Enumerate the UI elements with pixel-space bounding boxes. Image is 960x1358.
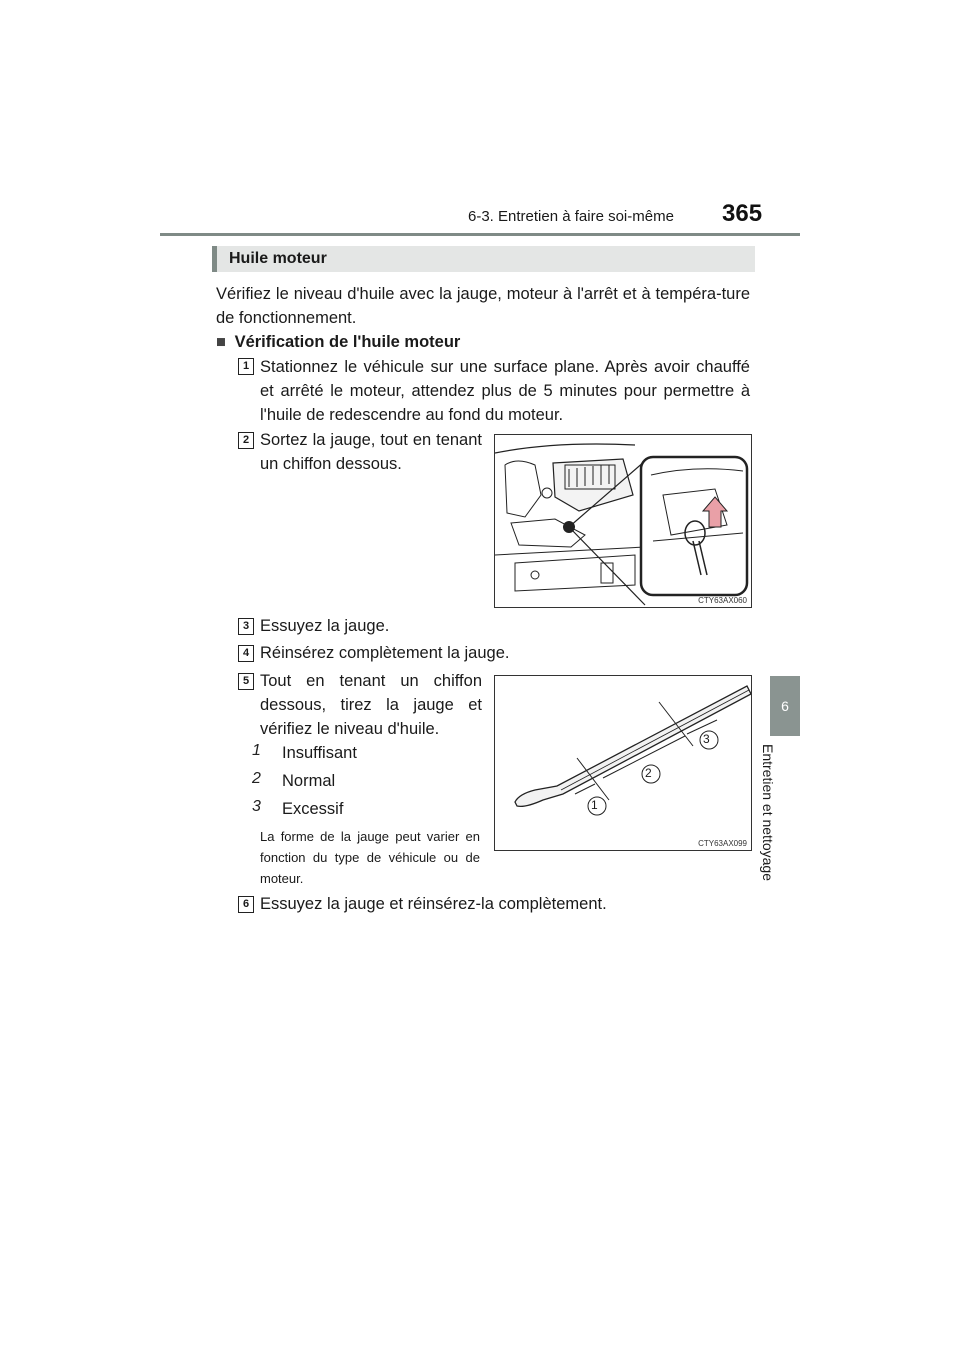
section-title: Huile moteur	[229, 250, 327, 267]
chapter-tab: 6	[770, 676, 800, 736]
step-number-1: 1	[238, 358, 254, 375]
level-label-insuffisant: Insuffisant	[282, 744, 357, 762]
engine-drawing	[495, 435, 751, 607]
header-rule	[160, 233, 800, 236]
step-6-text: Essuyez la jauge et réinsérez-la complètement.	[260, 895, 607, 913]
step-number-2: 2	[238, 432, 254, 449]
level-marker-1: 1	[252, 742, 261, 759]
step-number-6: 6	[238, 896, 254, 913]
step-1-text: Stationnez le véhicule sur une surface plane. Après avoir chauffé et arrêté le moteur, attendez plus de 5 minutes pour permettre à l'huile de redescendre au fond du moteur.	[260, 358, 750, 424]
callout-2: 2	[645, 766, 652, 780]
intro-paragraph: Vérifiez le niveau d'huile avec la jauge, moteur à l'arrêt et à tempéra-ture de fonctionnement.	[216, 285, 750, 327]
subsection-heading	[216, 330, 460, 354]
step-number-5: 5	[238, 673, 254, 690]
dipstick-drawing	[495, 676, 751, 850]
page-number: 365	[722, 200, 763, 227]
step-5-text: Tout en tenant un chiffon dessous, tirez la jauge et vérifiez le niveau d'huile.	[260, 672, 482, 738]
header-section-title: 6-3. Entretien à faire soi-même	[468, 208, 674, 225]
step-number-3: 3	[238, 618, 254, 635]
chapter-label-container	[760, 740, 800, 890]
step-3-text: Essuyez la jauge.	[260, 617, 390, 635]
section-heading-bar	[212, 246, 755, 272]
step-number-4: 4	[238, 645, 254, 662]
subsection-title: Vérification de l'huile moteur	[234, 333, 461, 351]
note-text: La forme de la jauge peut varier en fonction du type de véhicule ou de moteur.	[260, 829, 480, 886]
level-marker-2: 2	[252, 770, 261, 787]
chapter-title: Entretien et nettoyage	[760, 744, 776, 881]
dipstick-illustration	[494, 675, 752, 851]
level-marker-3: 3	[252, 798, 261, 815]
step-2-text: Sortez la jauge, tout en tenant un chiffon dessous.	[260, 431, 482, 473]
callout-1: 1	[591, 798, 598, 812]
level-label-normal: Normal	[282, 772, 336, 790]
engine-figure-code: CTY63AX060	[698, 596, 747, 605]
dipstick-figure-code: CTY63AX099	[698, 839, 747, 848]
square-bullet-icon: ■	[216, 333, 226, 351]
callout-3: 3	[703, 732, 710, 746]
engine-illustration	[494, 434, 752, 608]
level-label-excessif: Excessif	[282, 800, 344, 818]
step-4-text: Réinsérez complètement la jauge.	[260, 644, 510, 662]
